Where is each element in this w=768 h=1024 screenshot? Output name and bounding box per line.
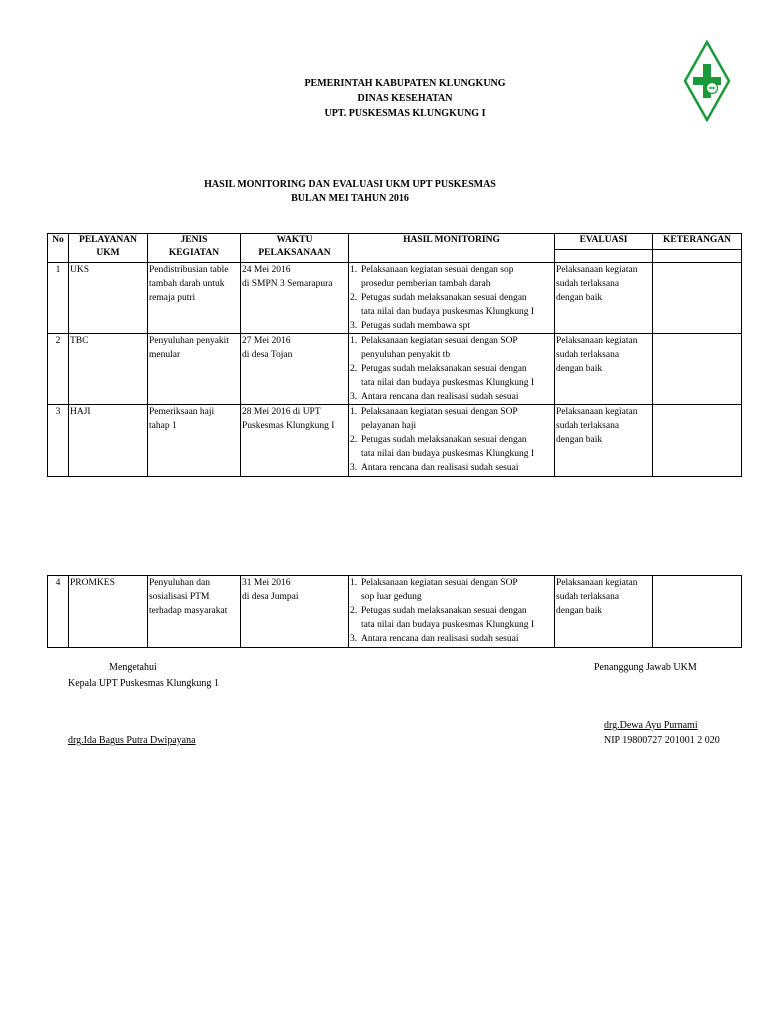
col-header-no: No bbox=[48, 234, 69, 263]
cell-line: Pelaksanaan kegiatan bbox=[556, 336, 638, 346]
item-line: Petugas sudah melaksanakan sesuai dengan bbox=[361, 364, 527, 374]
cell-line: Pemeriksaan haji bbox=[149, 407, 215, 417]
cell-no: 2 bbox=[48, 334, 69, 405]
item-line: Antara rencana dan realisasi sudah sesuai bbox=[361, 463, 519, 473]
item-line: penyuluhan penyakit tb bbox=[361, 350, 451, 360]
cell-line: Penyuluhan dan bbox=[149, 578, 210, 588]
table-row bbox=[48, 405, 742, 477]
cell-line: di desa Tojan bbox=[242, 350, 293, 360]
cell-keterangan bbox=[653, 405, 742, 477]
header-line-government: PEMERINTAH KABUPATEN KLUNGKUNG bbox=[304, 78, 506, 89]
cell-hasil bbox=[349, 405, 555, 477]
cell-evaluasi bbox=[555, 405, 653, 477]
item-line: Antara rencana dan realisasi sudah sesuai bbox=[361, 392, 519, 402]
item-number: 1. bbox=[350, 265, 358, 275]
monitoring-table-continued bbox=[47, 575, 742, 648]
head-role: Kepala UPT Puskesmas Klungkung 1 bbox=[68, 678, 219, 689]
monitoring-item bbox=[350, 632, 553, 646]
document-title: HASIL MONITORING DAN EVALUASI UKM UPT PUSKESMAS bbox=[204, 179, 496, 190]
table-header-row bbox=[48, 234, 742, 250]
cell-no: 1 bbox=[48, 263, 69, 334]
cell-line: terhadap masyarakat bbox=[149, 606, 228, 616]
cell-layanan: UKS bbox=[69, 263, 148, 334]
col-header-layanan: PELAYANAN UKM bbox=[69, 234, 148, 263]
col-header-keterangan: KETERANGAN bbox=[653, 234, 742, 250]
monitoring-item bbox=[350, 263, 553, 291]
header-spacer bbox=[555, 250, 653, 263]
table-row bbox=[48, 334, 742, 405]
item-number: 3. bbox=[350, 392, 358, 402]
cell-line: sudah terlaksana bbox=[556, 592, 620, 602]
item-line: Pelaksanaan kegiatan sesuai dengan SOP bbox=[361, 336, 518, 346]
puskesmas-logo-icon bbox=[683, 40, 731, 122]
cell-evaluasi bbox=[555, 576, 653, 648]
cell-line: dengan baik bbox=[556, 606, 603, 616]
item-number: 3. bbox=[350, 463, 358, 473]
item-line: sop luar gedung bbox=[361, 592, 422, 602]
item-number: 1. bbox=[350, 336, 358, 346]
item-line: Pelaksanaan kegiatan sesuai dengan sop bbox=[361, 265, 514, 275]
cell-waktu bbox=[241, 263, 349, 334]
cell-line: remaja putri bbox=[149, 293, 196, 303]
cell-line: dengan baik bbox=[556, 364, 603, 374]
cell-layanan: TBC bbox=[69, 334, 148, 405]
cell-line: sosialisasi PTM bbox=[149, 592, 210, 602]
cell-no: 4 bbox=[48, 576, 69, 648]
cell-jenis bbox=[148, 405, 241, 477]
item-line: Antara rencana dan realisasi sudah sesuai bbox=[361, 634, 519, 644]
cell-line: tambah darah untuk bbox=[149, 279, 225, 289]
item-number: 2. bbox=[350, 435, 358, 445]
item-number: 3. bbox=[350, 634, 358, 644]
cell-jenis bbox=[148, 334, 241, 405]
responsible-role: Penanggung Jawab UKM bbox=[594, 662, 697, 673]
cell-hasil bbox=[349, 263, 555, 334]
cell-evaluasi bbox=[555, 263, 653, 334]
cell-line: 31 Mei 2016 bbox=[242, 578, 291, 588]
monitoring-table bbox=[47, 233, 742, 477]
item-number: 2. bbox=[350, 606, 358, 616]
cell-jenis bbox=[148, 576, 241, 648]
cell-line: Pelaksanaan kegiatan bbox=[556, 265, 638, 275]
cell-line: Puskesmas Klungkung I bbox=[242, 421, 335, 431]
cell-hasil bbox=[349, 576, 555, 648]
item-line: Petugas sudah melaksanakan sesuai dengan bbox=[361, 435, 527, 445]
col-header-waktu: WAKTU PELAKSANAAN bbox=[241, 234, 349, 263]
cell-line: menular bbox=[149, 350, 181, 360]
cell-keterangan bbox=[653, 334, 742, 405]
monitoring-item bbox=[350, 319, 553, 333]
monitoring-item bbox=[350, 405, 553, 433]
cell-line: 28 Mei 2016 di UPT bbox=[242, 407, 321, 417]
header-spacer bbox=[653, 250, 742, 263]
cell-line: dengan baik bbox=[556, 293, 603, 303]
header-line-department: DINAS KESEHATAN bbox=[357, 93, 453, 104]
cell-line: 24 Mei 2016 bbox=[242, 265, 291, 275]
monitoring-item bbox=[350, 390, 553, 404]
cell-line: di desa Jumpai bbox=[242, 592, 299, 602]
cell-hasil bbox=[349, 334, 555, 405]
item-number: 2. bbox=[350, 364, 358, 374]
table-row bbox=[48, 576, 742, 648]
head-name: drg.Ida Bagus Putra Dwipayana bbox=[68, 735, 196, 746]
monitoring-item bbox=[350, 433, 553, 461]
item-line: tata nilai dan budaya puskesmas Klungkung I bbox=[361, 620, 535, 630]
cell-evaluasi bbox=[555, 334, 653, 405]
item-line: pelayanan haji bbox=[361, 421, 417, 431]
cell-line: di SMPN 3 Semarapura bbox=[242, 279, 333, 289]
cell-no: 3 bbox=[48, 405, 69, 477]
item-line: Pelaksanaan kegiatan sesuai dengan SOP bbox=[361, 578, 518, 588]
item-line: Petugas sudah melaksanakan sesuai dengan bbox=[361, 293, 527, 303]
document-subtitle: BULAN MEI TAHUN 2016 bbox=[291, 193, 409, 204]
cell-waktu bbox=[241, 576, 349, 648]
monitoring-item bbox=[350, 461, 553, 475]
cell-line: 27 Mei 2016 bbox=[242, 336, 291, 346]
cell-layanan: HAJI bbox=[69, 405, 148, 477]
cell-jenis bbox=[148, 263, 241, 334]
monitoring-item bbox=[350, 291, 553, 319]
cell-line: Pendistribusian table bbox=[149, 265, 229, 275]
item-number: 1. bbox=[350, 578, 358, 588]
cell-layanan: PROMKES bbox=[69, 576, 148, 648]
item-line: Petugas sudah melaksanakan sesuai dengan bbox=[361, 606, 527, 616]
item-line: prosedur pemberian tambah darah bbox=[361, 279, 491, 289]
item-line: tata nilai dan budaya puskesmas Klungkung I bbox=[361, 378, 535, 388]
col-header-evaluasi: EVALUASI bbox=[555, 234, 653, 250]
cell-line: tahap 1 bbox=[149, 421, 177, 431]
cell-line: Penyuluhan penyakit bbox=[149, 336, 229, 346]
col-header-jenis: JENIS KEGIATAN bbox=[148, 234, 241, 263]
responsible-nip: NIP 19800727 201001 2 020 bbox=[604, 735, 720, 746]
col-header-hasil: HASIL MONITORING bbox=[349, 234, 555, 263]
cell-waktu bbox=[241, 405, 349, 477]
cell-line: sudah terlaksana bbox=[556, 350, 620, 360]
cell-keterangan bbox=[653, 576, 742, 648]
cell-line: sudah terlaksana bbox=[556, 421, 620, 431]
cell-line: sudah terlaksana bbox=[556, 279, 620, 289]
item-number: 1. bbox=[350, 407, 358, 417]
mengetahui-label: Mengetahui bbox=[109, 662, 157, 673]
monitoring-item bbox=[350, 604, 553, 632]
cell-line: Pelaksanaan kegiatan bbox=[556, 407, 638, 417]
header-line-unit: UPT. PUSKESMAS KLUNGKUNG I bbox=[324, 108, 486, 119]
responsible-name: drg.Dewa Ayu Purnami bbox=[604, 720, 698, 731]
monitoring-item bbox=[350, 362, 553, 390]
table-row bbox=[48, 263, 742, 334]
item-line: Petugas sudah membawa spt bbox=[361, 321, 470, 331]
cell-keterangan bbox=[653, 263, 742, 334]
monitoring-item bbox=[350, 576, 553, 604]
cell-line: Pelaksanaan kegiatan bbox=[556, 578, 638, 588]
item-line: tata nilai dan budaya puskesmas Klungkung I bbox=[361, 449, 535, 459]
cell-line: dengan baik bbox=[556, 435, 603, 445]
item-line: Pelaksanaan kegiatan sesuai dengan SOP bbox=[361, 407, 518, 417]
item-number: 2. bbox=[350, 293, 358, 303]
item-number: 3. bbox=[350, 321, 358, 331]
monitoring-item bbox=[350, 334, 553, 362]
cell-waktu bbox=[241, 334, 349, 405]
item-line: tata nilai dan budaya puskesmas Klungkung I bbox=[361, 307, 535, 317]
